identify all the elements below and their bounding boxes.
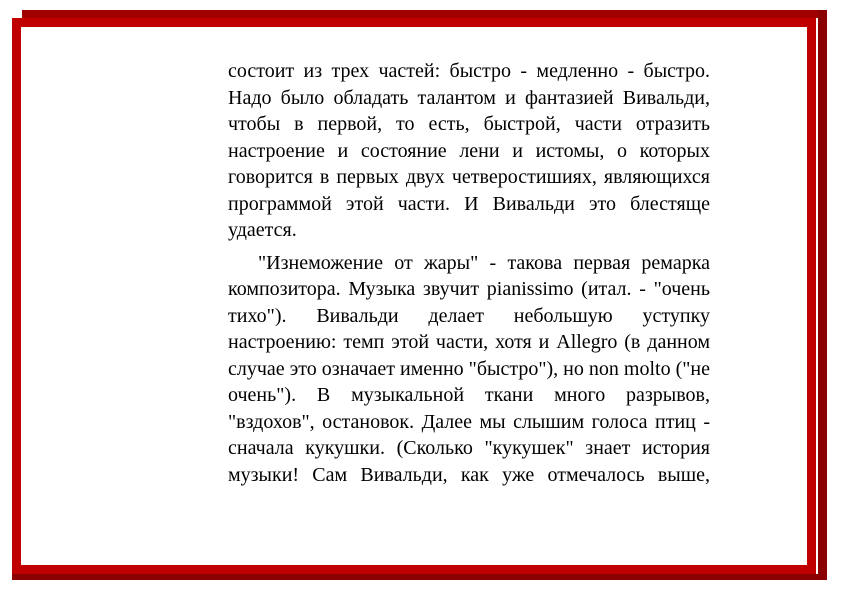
paragraph-2: "Изнеможение от жары" - такова первая ремарка композитора. Музыка звучит pianissimo (итал. - "очень тихо"). Вивальди делает небольшую уступку настроению: темп этой части, хотя и Allegro (в данном случае это означает именно "быстро"), но non molto ("не очень"). В музыкальной ткани много разрывов, "вздохов", остановок. Далее мы слышим голоса птиц - сначала кукушки. (Сколько "кукушек" знает история музыки! Сам Вивальди, как уже отмечалось выше, bbox=[228, 251, 710, 486]
frame-bevel-right bbox=[818, 10, 827, 578]
text-body bbox=[228, 58, 710, 488]
paragraph-1: состоит из трех частей: быстро - медленно - быстро. Надо было обладать талантом и фантазией Вивальди, чтобы в первой, то есть, быстрой, части отразить настроение и состояние лени и истомы, о которых говорится в первых двух четверостишиях, являющихся программой этой части. И Вивальди это блестяще удается. bbox=[228, 60, 710, 241]
frame-bevel-bottom bbox=[12, 574, 827, 580]
frame-bevel-top bbox=[22, 10, 827, 18]
